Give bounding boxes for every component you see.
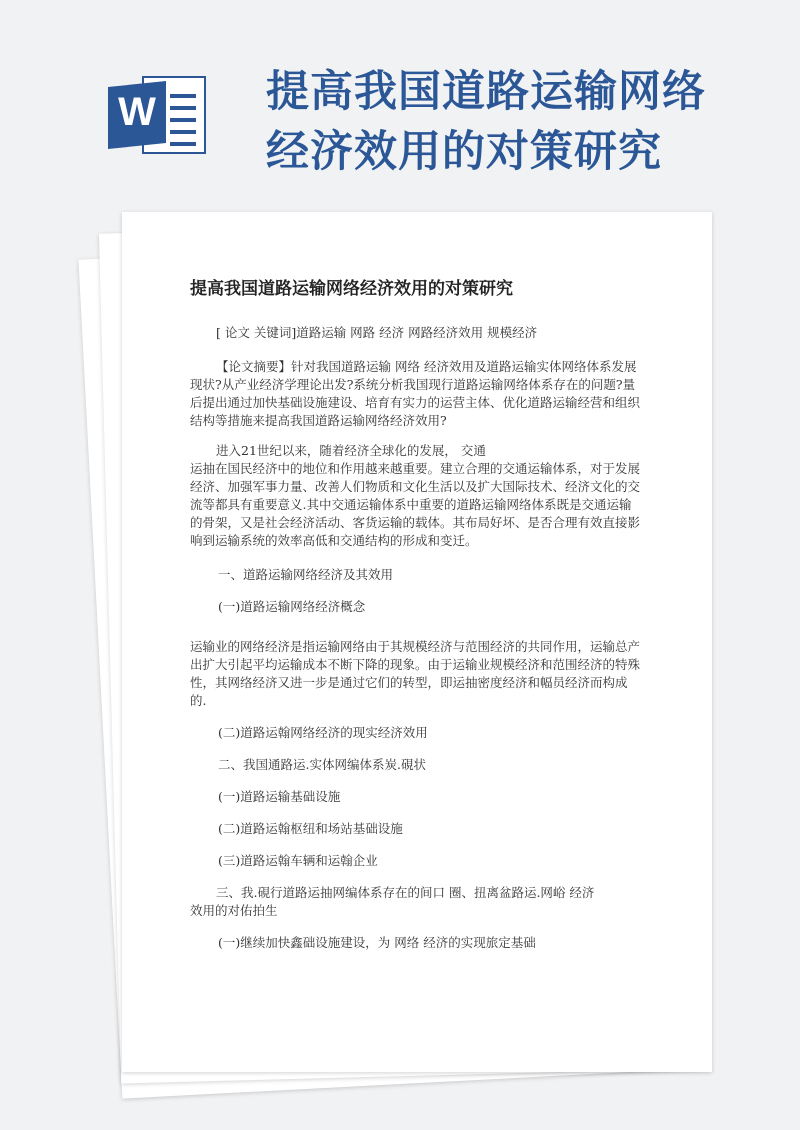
abstract-line-1: 【论文摘要】针对我国道路运输 网络 经济效用及道路运输实体网络体系发展 bbox=[216, 359, 637, 374]
concept-paragraph: 运输业的网络经济是指运输网络由于其规模经济与范围经济的共同作用，运输总产出扩大引起平均运输成本不断下降的现象。由于运输业规模经济和范围经济的特殊性，其网络经济又进一步是通过它们的转型，即运抽密度经济和幅员经济而构成的. bbox=[190, 639, 641, 708]
section-2-3-heading: (三)道路运翰车辆和运翰企业 bbox=[218, 853, 378, 868]
section-3-1-heading: (一)继续加快鑫础设施建设，为 网络 经济的实现旅定基础 bbox=[218, 935, 536, 950]
section-3-line-2: 效用的对佑拍生 bbox=[190, 903, 278, 918]
section-2-heading: 二、我国通路运.实体网编体系炭.硯状 bbox=[218, 757, 426, 772]
page-header bbox=[0, 0, 800, 200]
page-title-line-1: 提高我国道路运输网络 bbox=[266, 67, 706, 117]
section-2-1-heading: (一)道路运输基础设施 bbox=[218, 789, 341, 804]
intro-paragraph bbox=[190, 442, 640, 550]
abstract-line-2: 现状?从产业经济学理论出发?系统分析我国现行道路运输网络体系存在的问题?量后提出通过加快基础设施建设、培育有实力的运营主体、优化道路运输经营和组织结构等措施来提高我国道路运输网络经济效用? bbox=[190, 377, 641, 428]
page-title bbox=[266, 62, 786, 182]
page-title-line-2: 经济效用的对策研究 bbox=[266, 127, 662, 177]
document-title: 提高我国道路运输网络经济效用的对策研究 bbox=[190, 279, 513, 299]
word-logo-letter: W bbox=[118, 90, 156, 134]
intro-line-2: 运抽在国民经济中的地位和作用越来越重要。建立合理的交通运输体系，对于发展经济、加强军事力量、改善人们物质和文化生活以及扩大国际技术、经济文化的交流等都具有重要意义.其中交通运输体系中重要的道路运输网络体系既是交通运输的骨架，又是社会经济活动、客货运输的载体。其布局好坏、是否合理有效直接影响到运输系统的效率高低和交通结构的形成和变迁。 bbox=[190, 461, 641, 548]
section-2-2-heading: (二)道路运翰枢纽和场站基础设施 bbox=[218, 821, 403, 836]
section-3-line-1: 三、我.硯行道路运抽网编体系存在的间口 圈、扭离盆路运.网峪 经济 bbox=[216, 885, 595, 900]
section-1-1-heading: (一)道路运输网络经济概念 bbox=[218, 599, 366, 614]
abstract bbox=[190, 358, 640, 430]
section-3-heading bbox=[190, 884, 640, 920]
intro-line-1: 进入21世纪以来，随着经济全球化的发展， 交通 bbox=[216, 443, 486, 458]
section-1-2-heading: (二)道路运翰网络经济的现实经济效用 bbox=[218, 725, 428, 740]
section-1-heading: 一、道路运输网络经济及其效用 bbox=[218, 567, 394, 582]
word-document-icon bbox=[108, 70, 212, 160]
document-body bbox=[190, 280, 640, 966]
keywords: [ 论文 关键词]道路运输 网路 经济 网路经济效用 规模经济 bbox=[216, 325, 538, 340]
